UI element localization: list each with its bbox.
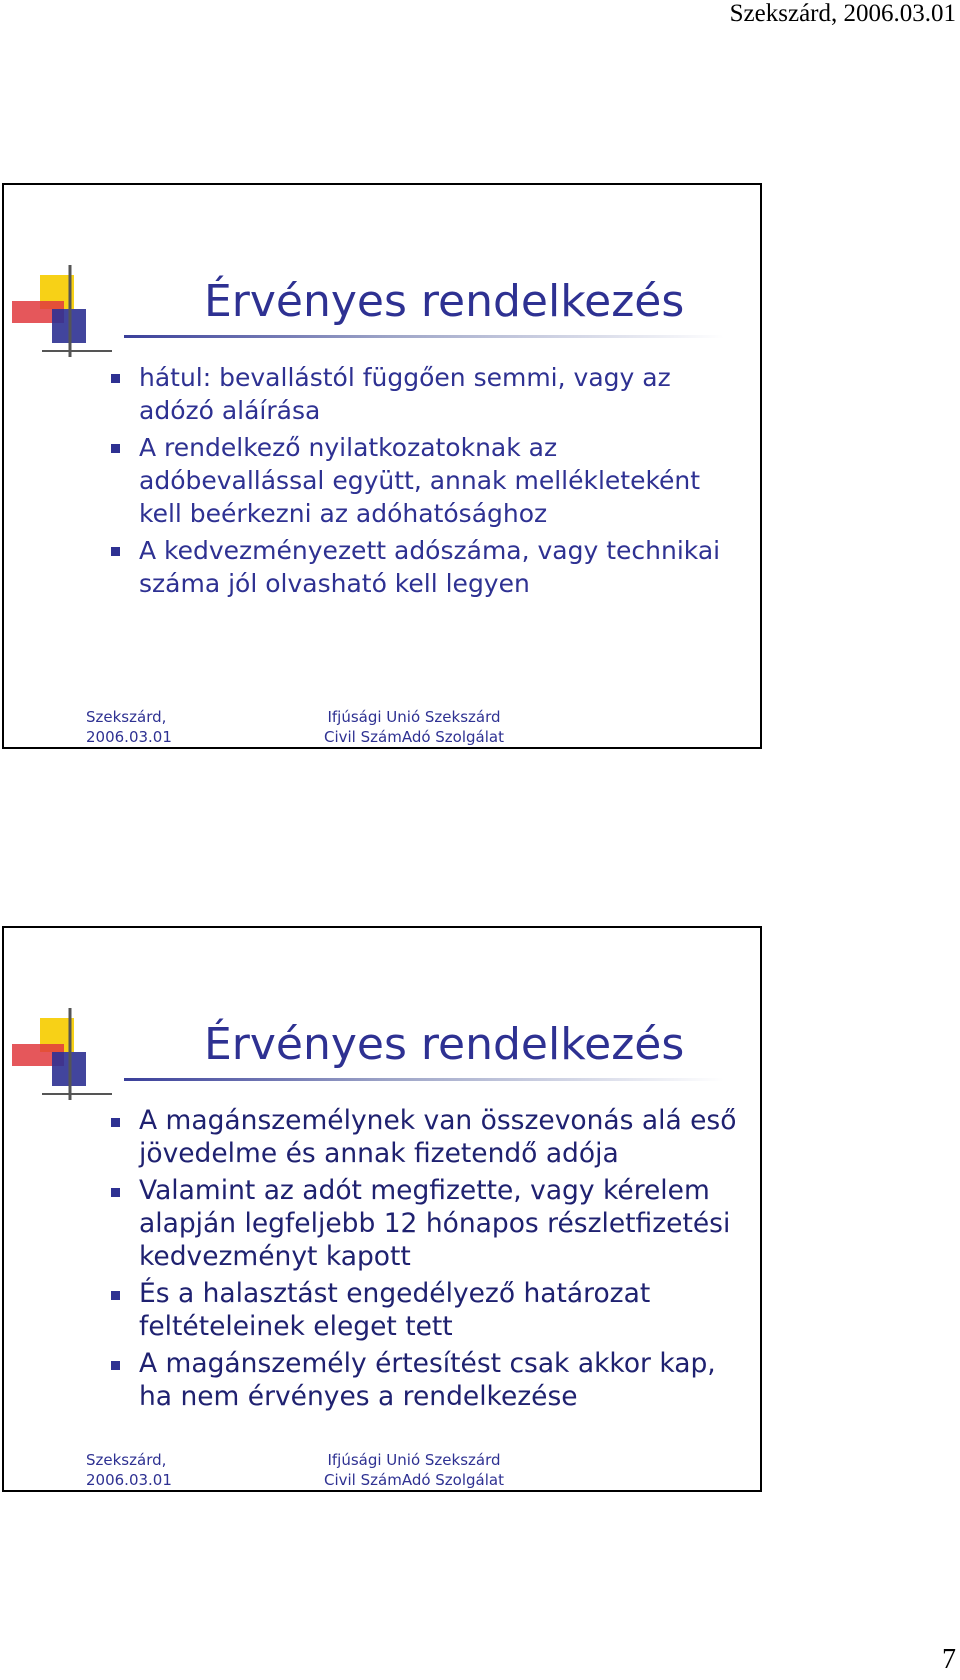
footer-date: 2006.03.01 — [86, 728, 172, 746]
slide-1 — [2, 183, 762, 749]
bullet-list — [109, 355, 749, 604]
slide-decoration-icon — [12, 1008, 132, 1108]
square-bullet-icon — [111, 374, 120, 383]
square-bullet-icon — [111, 1118, 120, 1127]
list-item — [109, 534, 749, 600]
bullet-text: Valamint az adót megfizette, vagy kérelem alapján legfeljebb 12 hónapos részletfizetési kedvezményt kapott — [139, 1175, 731, 1272]
footer-date: 2006.03.01 — [86, 1471, 172, 1489]
footer-org-line2: Civil SzámAdó Szolgálat — [324, 1471, 504, 1489]
list-item — [109, 431, 749, 530]
slide-title: Érvényes rendelkezés — [204, 276, 685, 327]
slide-decoration-icon — [12, 265, 132, 365]
slide-title: Érvényes rendelkezés — [204, 1019, 685, 1070]
square-bullet-icon — [111, 1291, 120, 1300]
square-bullet-icon — [111, 1188, 120, 1197]
footer-location: Szekszárd, — [86, 708, 167, 726]
list-item — [109, 1104, 749, 1170]
footer-org-line1: Ifjúsági Unió Szekszárd — [327, 708, 501, 726]
page-number: 7 — [942, 1644, 956, 1675]
square-bullet-icon — [111, 547, 120, 556]
title-underline — [124, 335, 724, 338]
footer-org-line2: Civil SzámAdó Szolgálat — [324, 728, 504, 746]
bullet-text: A magánszemély értesítést csak akkor kap, ha nem érvényes a rendelkezése — [139, 1348, 716, 1412]
list-item — [109, 1347, 749, 1413]
list-item — [109, 361, 749, 427]
footer-organization — [324, 707, 504, 747]
bullet-text: És a halasztást engedélyező határozat feltételeinek eleget tett — [139, 1278, 651, 1342]
square-bullet-icon — [111, 444, 120, 453]
bullet-text: A magánszemélynek van összevonás alá eső jövedelme és annak fizetendő adója — [139, 1105, 737, 1169]
square-bullet-icon — [111, 1361, 120, 1370]
bullet-text: A kedvezményezett adószáma, vagy technikai száma jól olvasható kell legyen — [139, 536, 721, 598]
footer-org-line1: Ifjúsági Unió Szekszárd — [327, 1451, 501, 1469]
page-header: Szekszárd, 2006.03.01 — [729, 0, 956, 27]
title-underline — [124, 1078, 724, 1081]
footer-location: Szekszárd, — [86, 1451, 167, 1469]
footer-location-date — [86, 1450, 172, 1490]
list-item — [109, 1277, 749, 1343]
slide-2 — [2, 926, 762, 1492]
bullet-text: hátul: bevallástól függően semmi, vagy az adózó aláírása — [139, 363, 671, 425]
footer-location-date — [86, 707, 172, 747]
list-item — [109, 1174, 749, 1273]
footer-organization — [324, 1450, 504, 1490]
bullet-list — [109, 1098, 749, 1417]
bullet-text: A rendelkező nyilatkozatoknak az adóbevallással együtt, annak mellékleteként kell beérkezni az adóhatósághoz — [139, 433, 701, 528]
